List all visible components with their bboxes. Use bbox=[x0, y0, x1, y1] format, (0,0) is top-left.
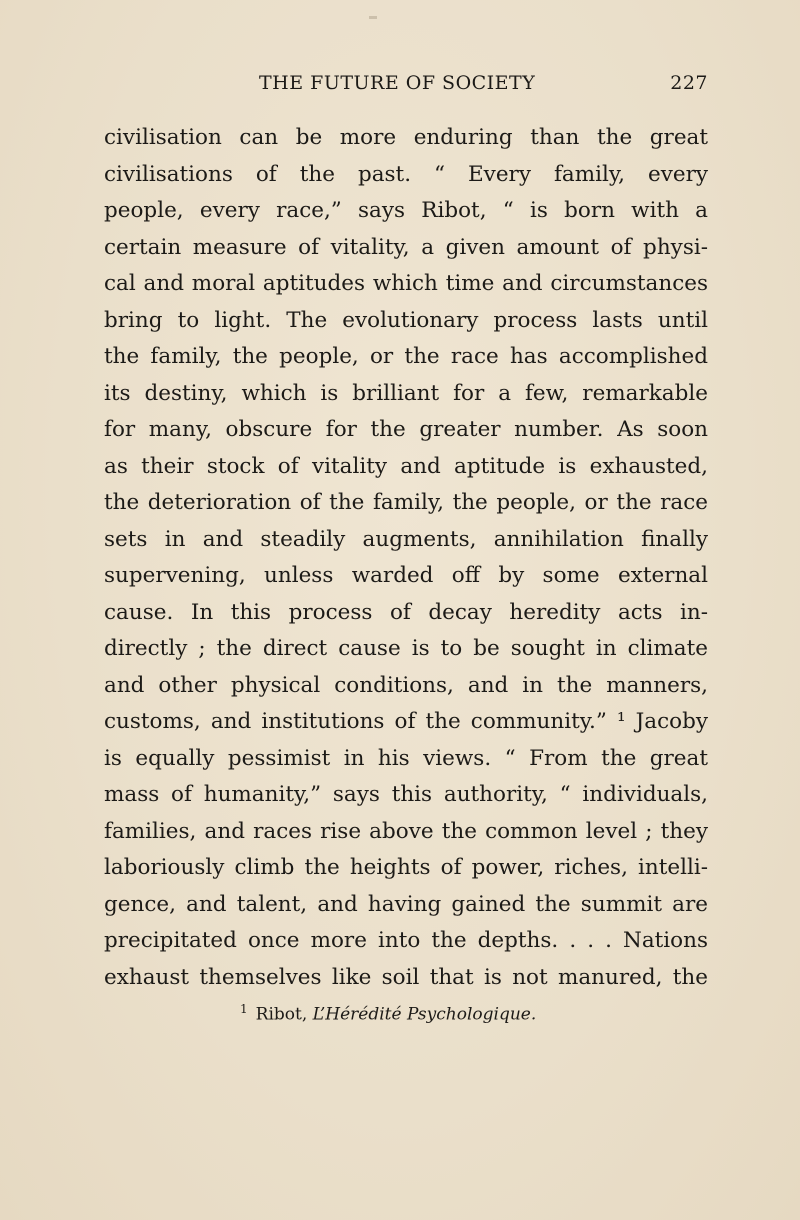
text-line: certain measure of vitality, a given amount of physi- bbox=[104, 234, 708, 260]
text-line: people, every race,” says Ribot, “ is born with a bbox=[104, 198, 708, 223]
running-title: THE FUTURE OF SOCIETY bbox=[259, 72, 536, 94]
text-line: its destiny, which is brilliant for a few, remarkable bbox=[104, 380, 708, 406]
footnote-title: L’Hérédité Psychologique. bbox=[312, 1004, 537, 1025]
text-line: customs, and institutions of the community.” ¹ Jacoby bbox=[104, 709, 708, 734]
text-line: gence, and talent, and having gained the summit are bbox=[104, 891, 708, 917]
page-header bbox=[104, 72, 708, 98]
text-line: as their stock of vitality and aptitude is exhausted, bbox=[104, 453, 708, 479]
page-number: 227 bbox=[670, 72, 708, 94]
text-line: civilisation can be more enduring than the great bbox=[104, 125, 708, 150]
text-line: bring to light. The evolutionary process lasts until bbox=[104, 307, 708, 333]
text-line: precipitated once more into the depths. . . . Nations bbox=[104, 928, 708, 953]
text-line: for many, obscure for the greater number. As soon bbox=[104, 417, 708, 442]
text-line: cause. In this process of decay heredity acts in- bbox=[104, 599, 708, 625]
text-line: supervening, unless warded off by some external bbox=[104, 563, 708, 588]
footnote-mark: 1 bbox=[240, 1002, 248, 1016]
body-text bbox=[104, 120, 708, 996]
text-line: the deterioration of the family, the people, or the race bbox=[104, 490, 708, 515]
text-line: mass of humanity,” says this authority, “ individuals, bbox=[104, 782, 708, 807]
text-line: is equally pessimist in his views. “ From the great bbox=[104, 745, 708, 771]
scan-mark bbox=[369, 16, 377, 19]
text-line: cal and moral aptitudes which time and circumstances bbox=[104, 271, 708, 296]
text-line: sets in and steadily augments, annihilation finally bbox=[104, 526, 708, 552]
text-line: the family, the people, or the race has accomplished bbox=[104, 344, 708, 369]
footnote-author: Ribot, bbox=[255, 1004, 308, 1025]
text-line: families, and races rise above the common level ; they bbox=[104, 818, 708, 844]
text-line: civilisations of the past. “ Every family, every bbox=[104, 161, 708, 187]
text-line: laboriously climb the heights of power, riches, intelli- bbox=[104, 855, 708, 880]
text-line: and other physical conditions, and in the manners, bbox=[104, 672, 708, 698]
footnote bbox=[240, 1002, 536, 1025]
text-line: directly ; the direct cause is to be sought in climate bbox=[104, 636, 708, 661]
text-line: exhaust themselves like soil that is not manured, the bbox=[104, 964, 708, 990]
